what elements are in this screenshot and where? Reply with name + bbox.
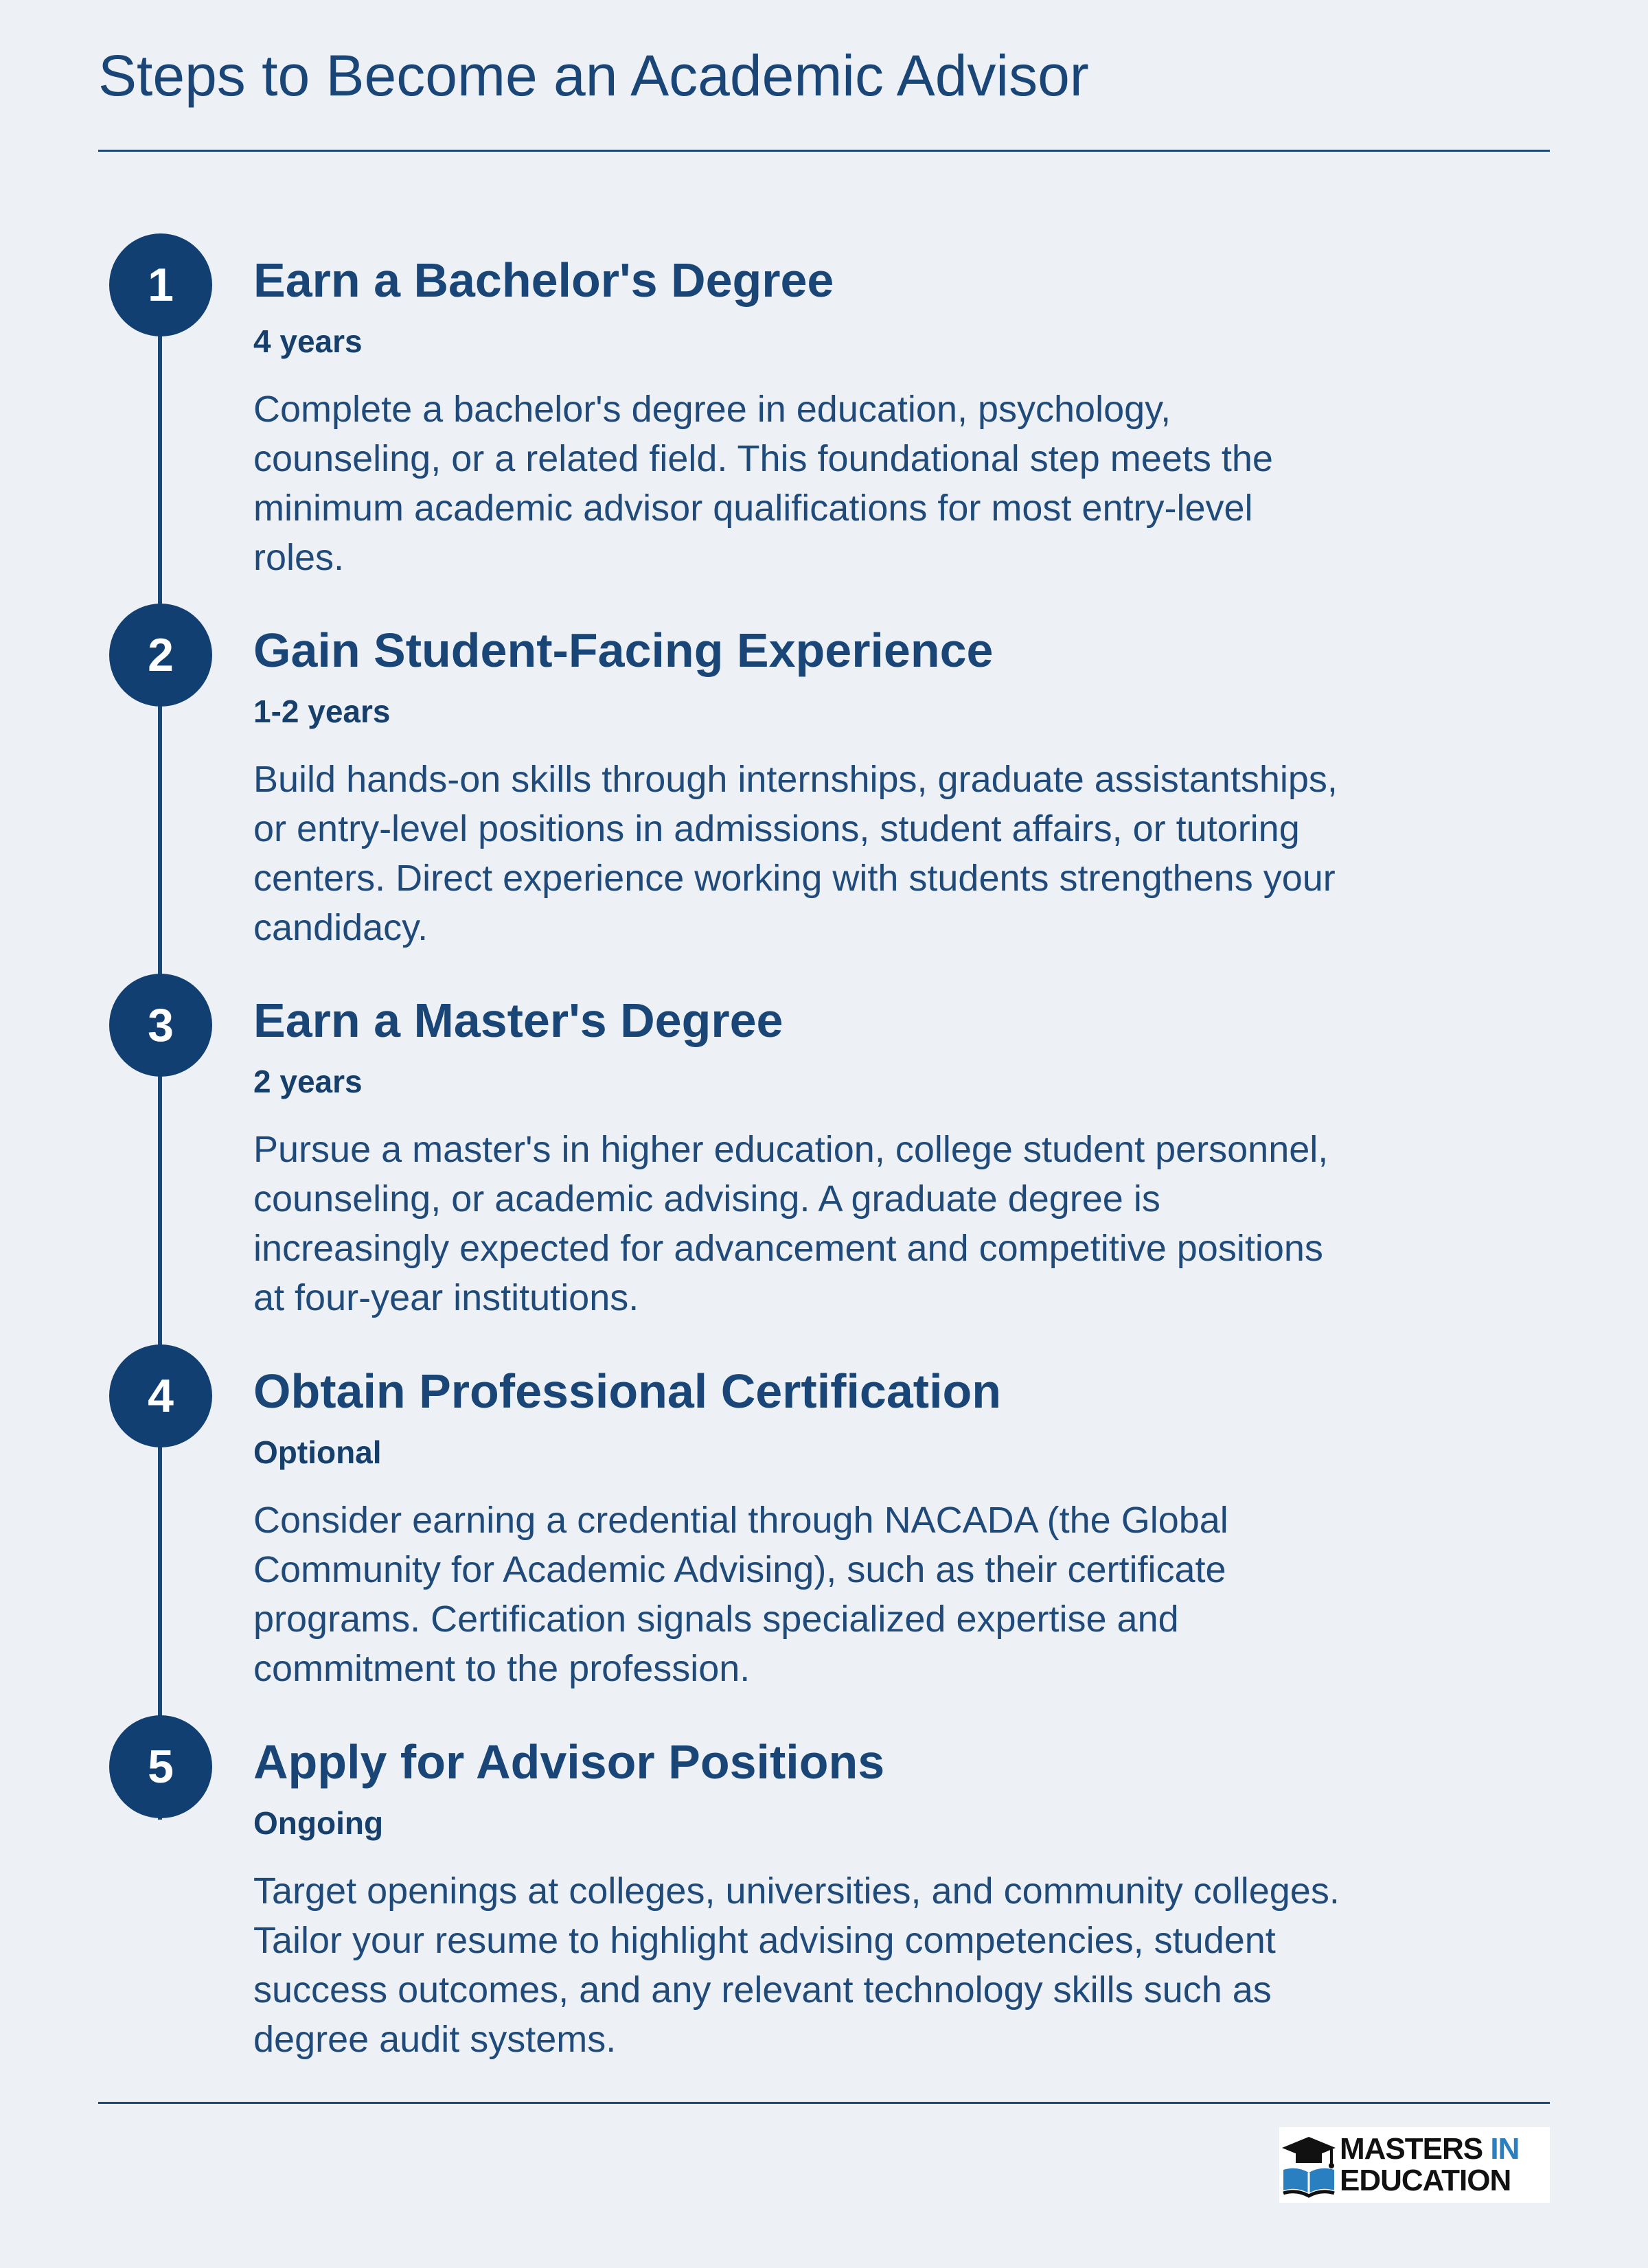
step-duration: 4 years: [253, 323, 363, 359]
page-title: Steps to Become an Academic Advisor: [98, 43, 1089, 108]
step-title: Earn a Bachelor's Degree: [253, 253, 834, 307]
step-number-badge: 1: [109, 233, 212, 336]
step-duration: 2 years: [253, 1064, 363, 1099]
step-description: Build hands-on skills through internships, graduate assistantships, or entry-level positions in admissions, student affairs, or tutoring centers. Direct experience working with students strengthens your candidacy.: [253, 759, 1338, 948]
step-title: Apply for Advisor Positions: [253, 1735, 885, 1789]
step-description: Complete a bachelor's degree in education, psychology, counseling, or a related field. This foundational step meets the minimum academic advisor qualifications for most entry-level roles.: [253, 389, 1273, 578]
graduation-cap-book-icon: [1279, 2127, 1338, 2203]
step-title: Earn a Master's Degree: [253, 994, 783, 1047]
masters-in-education-logo: [1279, 2127, 1550, 2203]
step-duration: 1-2 years: [253, 694, 391, 729]
step-title: Gain Student-Facing Experience: [253, 623, 994, 677]
step-number-badge: 5: [109, 1715, 212, 1818]
step-duration: Optional: [253, 1434, 382, 1470]
step-duration: Ongoing: [253, 1805, 384, 1841]
logo-wordmark: MASTERS IN EDUCATION: [1340, 2132, 1520, 2197]
step-number-badge: 3: [109, 974, 212, 1077]
step-number-badge: 4: [109, 1344, 212, 1447]
step-number-badge: 2: [109, 604, 212, 707]
step-description: Target openings at colleges, universities, and community colleges. Tailor your resume to highlight advising competencies, student success outcomes, and any relevant technology skills such as degree audit systems.: [253, 1870, 1340, 2060]
step-description: Consider earning a credential through NACADA (the Global Community for Academic Advising), such as their certificate programs. Certification signals specialized expertise and commitment to the profession.: [253, 1500, 1228, 1689]
step-description: Pursue a master's in higher education, college student personnel, counseling, or academic advising. A graduate degree is increasingly expected for advancement and competitive positions at four-year institutions.: [253, 1129, 1329, 1318]
step-title: Obtain Professional Certification: [253, 1364, 1002, 1418]
footer-divider: [98, 2102, 1550, 2104]
header-divider: [98, 150, 1550, 152]
